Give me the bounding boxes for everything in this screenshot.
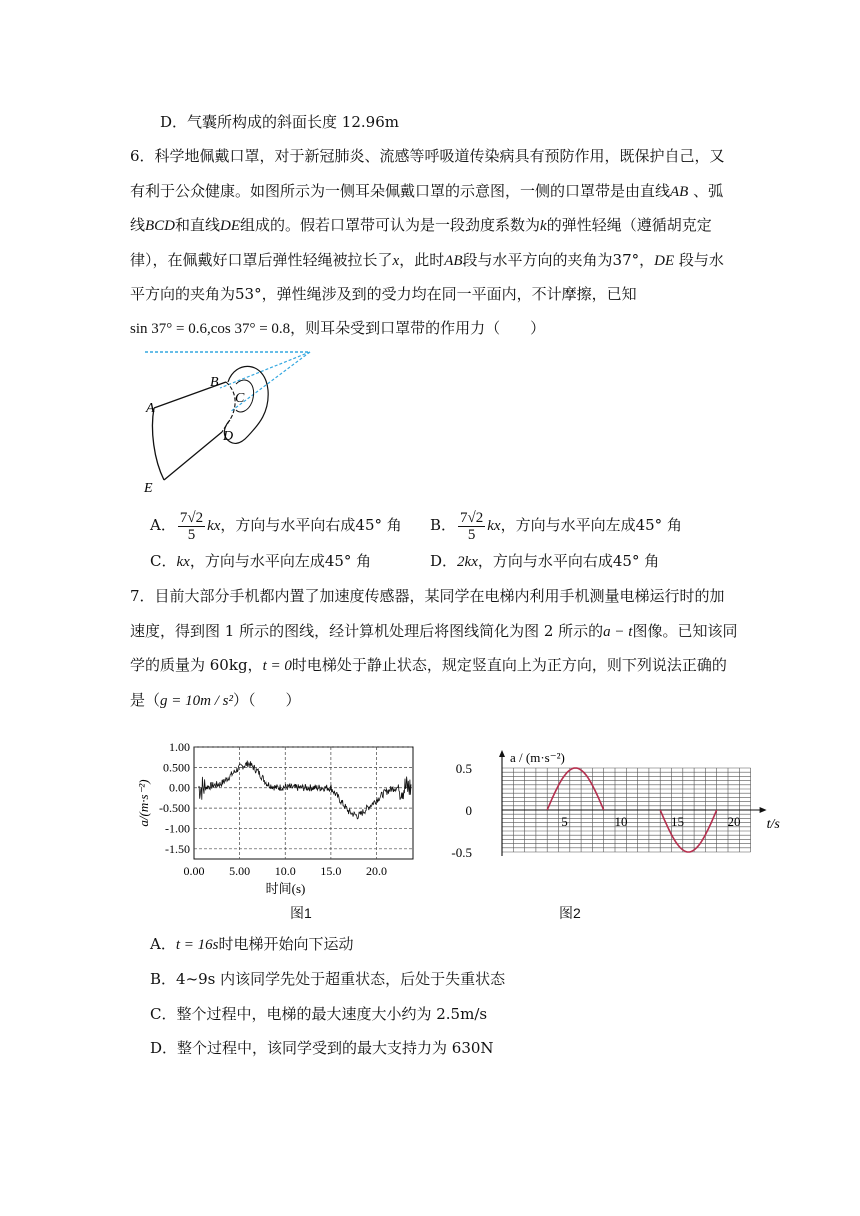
y-tick-label: -1.00 [165, 821, 190, 836]
y-axis-arrow [499, 750, 505, 757]
q7-l4a: 是（ [130, 691, 161, 709]
ear-diagram [140, 340, 340, 500]
label-e: E [144, 481, 153, 496]
series-trace [199, 761, 411, 819]
q7-option-d: D．整个过程中，该同学受到的最大支持力为 630N [150, 1039, 494, 1057]
y-tick-label: 1.00 [169, 740, 190, 754]
q6-option-b-den: 5 [467, 526, 476, 543]
q6-l4e: 段与水平方向的夹角为37°， [462, 251, 655, 269]
q6-l4a: 律），在佩戴好口罩后弹性轻绳被拉长了 [130, 251, 393, 269]
q6-line-3 [130, 215, 712, 236]
q7-l3c: 时电梯处于静止状态，规定竖直向上为正方向，则下列说法正确的 [291, 656, 727, 674]
q6-option-b [430, 508, 682, 543]
plot-frame [194, 747, 413, 859]
figure-1-chart [130, 735, 420, 895]
q6-l6b: ，则耳朵受到口罩带的作用力（ ） [290, 319, 546, 337]
q6-option-a-kx: kx [207, 518, 221, 534]
q6-option-d-text: ，方向与水平向右成45° 角 [477, 552, 660, 570]
q6-option-b-num: 7√2 [460, 509, 484, 526]
q6-option-d-label: D． [430, 552, 458, 570]
q6-line-4 [130, 250, 724, 271]
q7-option-c: C．整个过程中，电梯的最大速度大小约为 2.5m/s [150, 1005, 488, 1023]
q7-option-a-math: t = 16s [175, 937, 219, 953]
label-c: C [235, 391, 245, 406]
q6-l4f: DE [654, 253, 675, 269]
q6-line-1: 6．科学地佩戴口罩，对于新冠肺炎、流感等呼吸道传染病具有预防作用，既保护自己，又 [130, 147, 725, 165]
q6-l4d: AB [444, 253, 463, 269]
q6-option-c [150, 551, 371, 572]
figure-2-chart [440, 748, 780, 878]
q7-line-4 [130, 690, 301, 711]
reference-line-upper [220, 352, 310, 388]
x-tick-label: 15.0 [320, 864, 342, 878]
figure-1-caption: 图1 [290, 905, 312, 921]
q7-l2c: 图像。已知该同 [632, 622, 738, 640]
x-tick-label: 15 [671, 814, 684, 829]
q6-l6a: sin 37° = 0.6,cos 37° = 0.8 [130, 321, 291, 337]
q7-l3a: 学的质量为 60kg， [130, 656, 263, 674]
q6-option-b-kx: kx [487, 518, 501, 534]
q6-line-6 [130, 318, 545, 339]
q7-line-2 [130, 621, 737, 642]
y-tick-label: 0 [465, 803, 472, 818]
q6-option-a-den: 5 [187, 526, 196, 543]
q6-line-2 [130, 181, 723, 202]
q6-l3c: 和直线 [175, 216, 221, 234]
q6-l4b: x [392, 253, 400, 269]
q6-option-d [430, 551, 659, 572]
q7-l3b: t = 0 [262, 658, 292, 674]
q7-l4b: g = 10m / s² [160, 693, 233, 709]
q6-option-a-num: 7√2 [179, 509, 204, 526]
x-tick-label: 5 [561, 814, 568, 829]
q7-line-1: 7．目前大部分手机都内置了加速度传感器，某同学在电梯内利用手机测量电梯运行时的加 [130, 587, 725, 605]
q7-l4c: ）（ ） [232, 691, 301, 709]
y-axis-label: a / (m·s⁻²) [510, 750, 565, 765]
label-b: B [210, 375, 219, 390]
label-a: A [146, 401, 155, 416]
q6-line-5: 平方向的夹角为53°，弹性绳涉及到的受力均在同一平面内，不计摩擦，已知 [130, 285, 637, 303]
q6-option-b-label: B． [430, 516, 457, 534]
q7-option-a-text: 时电梯开始向下运动 [218, 935, 354, 953]
q6-option-c-label: C． [150, 552, 177, 570]
q6-option-d-kx: 2kx [457, 554, 478, 570]
y-tick-label: 0.500 [163, 760, 190, 775]
q7-option-a [150, 934, 354, 955]
q7-option-b: B．4~9s 内该同学先处于超重状态，后处于失重状态 [150, 970, 506, 988]
strap-de [164, 432, 222, 480]
q7-line-3 [130, 655, 727, 676]
q6-option-c-text: ，方向与水平向左成45° 角 [189, 552, 372, 570]
q6-l3b: BCD [145, 218, 176, 234]
q7-option-a-label: A． [150, 935, 176, 953]
q7-l2a: 速度，得到图 1 所示的图线，经计算机处理后将图线简化为图 2 所示的 [130, 622, 604, 640]
q6-l3a: 线 [130, 216, 146, 234]
x-tick-label: 10.0 [274, 864, 296, 878]
y-tick-label: -0.500 [159, 801, 190, 816]
strap-bcd [222, 382, 235, 432]
q6-option-b-fraction [458, 510, 485, 543]
x-axis-label: 时间(s) [265, 881, 306, 896]
q6-l2a: 有利于公众健康。如图所示为一侧耳朵佩戴口罩的示意图，一侧的口罩带是由直线 [130, 182, 671, 200]
q6-l4c: ，此时 [399, 251, 445, 269]
q6-l3d: DE [220, 218, 241, 234]
x-axis-label: t/s [766, 817, 780, 832]
y-tick-label: 0.00 [169, 780, 190, 795]
q6-option-a [150, 508, 402, 543]
x-tick-label: 0.00 [183, 864, 205, 878]
q6-option-a-text: ，方向与水平向右成45° 角 [220, 516, 402, 534]
y-axis-label: a/(m·s⁻²) [136, 779, 151, 827]
q6-l2c: 、弧 [693, 182, 724, 200]
q6-option-a-label: A． [150, 516, 176, 534]
x-tick-label: 20.0 [366, 864, 387, 878]
x-tick-label: 5.00 [229, 864, 251, 878]
figure-2-caption: 图2 [559, 905, 581, 921]
y-tick-label: 0.5 [455, 761, 472, 776]
q6-option-c-kx: kx [176, 554, 190, 570]
y-tick-label: -0.5 [451, 845, 472, 860]
q6-l3g: 的弹性轻绳（遵循胡克定 [546, 216, 712, 234]
x-tick-label: 20 [727, 814, 741, 829]
q6-option-a-fraction [178, 510, 205, 543]
x-tick-label: 10 [614, 814, 628, 829]
q6-option-b-text: ，方向与水平向左成45° 角 [500, 516, 682, 534]
label-d: D [223, 429, 234, 444]
q5-option-d: D．气囊所构成的斜面长度 12.96m [160, 113, 399, 131]
q6-l3f: k [540, 218, 547, 234]
x-axis-arrow [760, 807, 767, 813]
q6-l3e: 组成的。假若口罩带可认为是一段劲度系数为 [240, 216, 541, 234]
q6-l4g: 段与水 [678, 251, 724, 269]
q7-l2b: a − t [603, 624, 633, 640]
q6-l2b: AB [670, 184, 689, 200]
mask-edge [152, 408, 164, 480]
y-tick-label: -1.50 [165, 841, 190, 856]
